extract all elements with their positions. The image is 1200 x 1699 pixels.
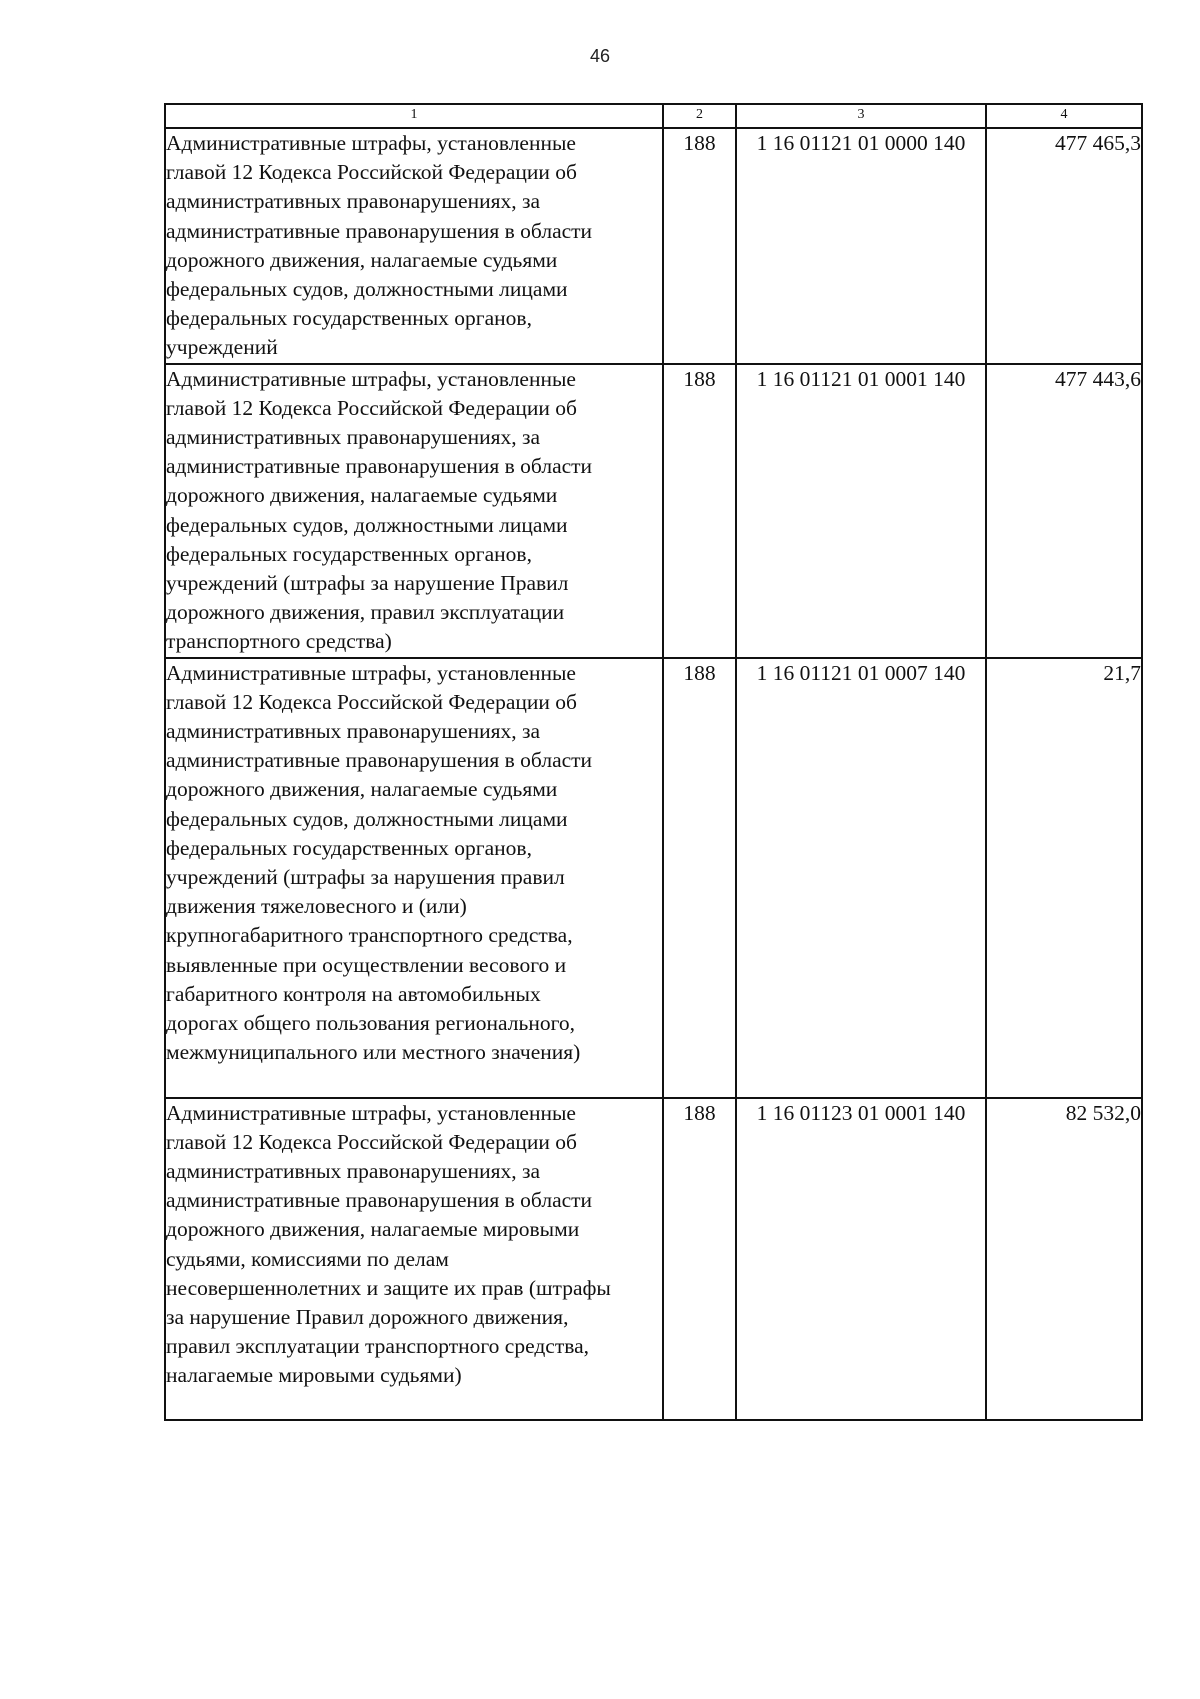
page-number: 46: [589, 46, 611, 66]
row-budget-classification-code: 1 16 01121 01 0000 140: [736, 128, 986, 364]
row-budget-classification-code: 1 16 01123 01 0001 140: [736, 1098, 986, 1420]
revenue-table: [164, 103, 1143, 1421]
table-row: [165, 364, 1142, 658]
table-row: [165, 128, 1142, 364]
row-description: Административные штрафы, установленные главой 12 Кодекса Российской Федерации об административных правонарушениях, за административные правонарушения в области дорожного движения, налагаемые судьями федеральных судов, должностными лицами федеральных государственных органов, учреждений: [165, 128, 663, 364]
table-row: [165, 658, 1142, 1098]
row-admin-code: 188: [663, 128, 736, 364]
row-amount: 21,7: [986, 658, 1142, 1098]
column-number-3: 3: [736, 104, 986, 128]
row-description: Административные штрафы, установленные главой 12 Кодекса Российской Федерации об административных правонарушениях, за административные правонарушения в области дорожного движения, налагаемые мировыми судьями, комиссиями по делам несовершеннолетних и защите их прав (штрафы за нарушение Правил дорожного движения, правил эксплуатации транспортного средства, налагаемые мировыми судьями): [165, 1098, 663, 1420]
row-amount: 477 465,3: [986, 128, 1142, 364]
row-description: Административные штрафы, установленные главой 12 Кодекса Российской Федерации об административных правонарушениях, за административные правонарушения в области дорожного движения, налагаемые судьями федеральных судов, должностными лицами федеральных государственных органов, учреждений (штрафы за нарушения правил движения тяжеловесного и (или) крупногабаритного транспортного средства, выявленные при осуществлении весового и габаритного контроля на автомобильных дорогах общего пользования регионального, межмуниципального или местного значения): [165, 658, 663, 1098]
row-amount: 477 443,6: [986, 364, 1142, 658]
row-admin-code: 188: [663, 1098, 736, 1420]
row-amount: 82 532,0: [986, 1098, 1142, 1420]
column-number-4: 4: [986, 104, 1142, 128]
table-row: [165, 1098, 1142, 1420]
row-admin-code: 188: [663, 658, 736, 1098]
column-number-2: 2: [663, 104, 736, 128]
column-number-row: [165, 104, 1142, 128]
row-budget-classification-code: 1 16 01121 01 0007 140: [736, 658, 986, 1098]
row-description: Административные штрафы, установленные главой 12 Кодекса Российской Федерации об административных правонарушениях, за административные правонарушения в области дорожного движения, налагаемые судьями федеральных судов, должностными лицами федеральных государственных органов, учреждений (штрафы за нарушение Правил дорожного движения, правил эксплуатации транспортного средства): [165, 364, 663, 658]
column-number-1: 1: [165, 104, 663, 128]
row-admin-code: 188: [663, 364, 736, 658]
row-budget-classification-code: 1 16 01121 01 0001 140: [736, 364, 986, 658]
